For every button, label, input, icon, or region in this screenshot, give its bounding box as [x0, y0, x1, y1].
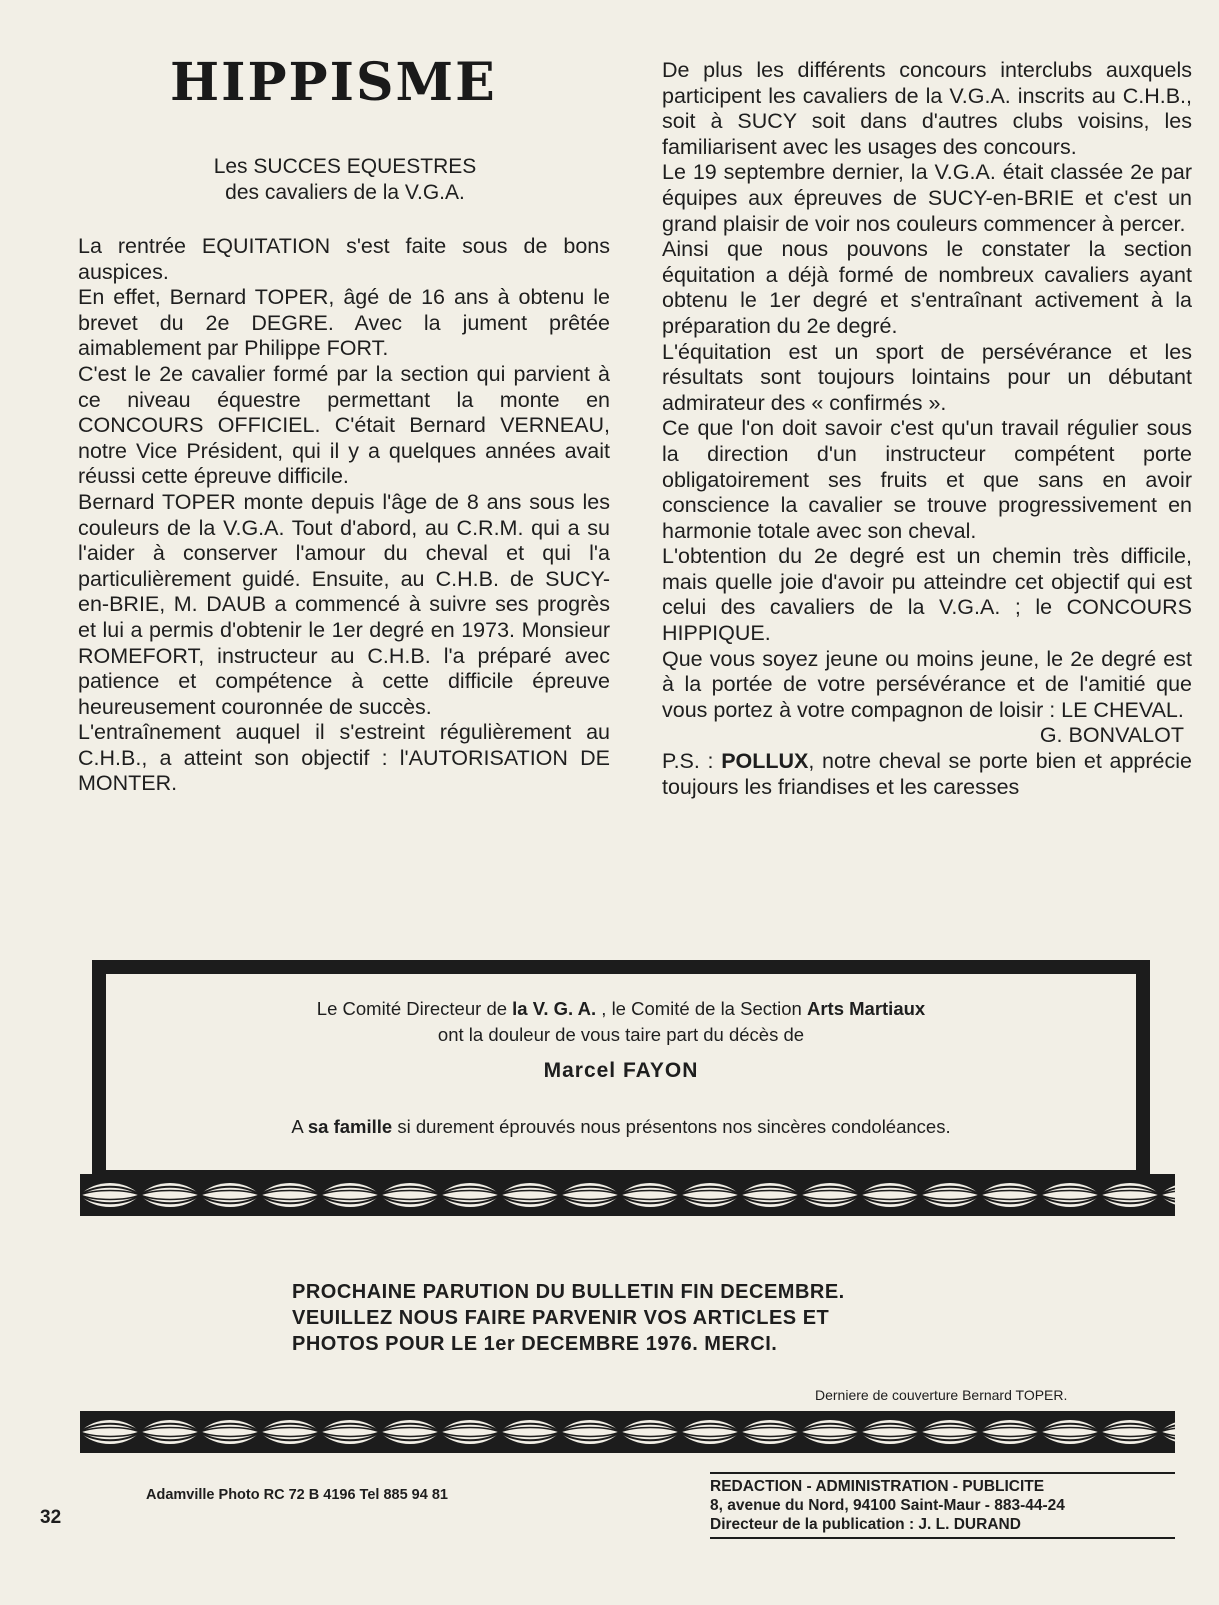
author-signature: G. BONVALOT	[1039, 723, 1184, 748]
paragraph: L'obtention du 2e degré est un chemin très difficile, mais quelle joie d'avoir pu atteindre cet objectif qui est celui des cavaliers de la V.G.A. ; le CONCOURS HIPPIQUE.	[662, 544, 1192, 646]
editorial-director: Directeur de la publication : J. L. DURAND	[710, 1516, 1021, 1533]
obituary-notice	[92, 960, 1150, 1184]
paragraph: Ce que l'on doit savoir c'est qu'un travail régulier sous la direction d'un instructeur compétent porte obligatoirement ses fruits et que sans en avoir conscience la cavalier se trouve progressivement en harmonie totale avec son cheval.	[662, 416, 1192, 543]
paragraph: De plus les différents concours interclubs auxquels participent les cavaliers de la V.G.A. inscrits au C.H.B., soit à SUCY soit dans d'autres clubs voisins, les familiarisent avec les usages des concours.	[662, 58, 1192, 159]
announcement-line: VEUILLEZ NOUS FAIRE PARVENIR VOS ARTICLES ET	[292, 1307, 830, 1329]
notice-org-name: la V. G. A.	[512, 998, 597, 1019]
decorative-band-bottom	[80, 1411, 1175, 1453]
editorial-address: 8, avenue du Nord, 94100 Saint-Maur - 883-44-24	[710, 1497, 1065, 1514]
announcement-line: PROCHAINE PARUTION DU BULLETIN FIN DECEMBRE.	[292, 1281, 845, 1303]
page-title: HIPPISME	[170, 52, 497, 113]
postscript-horse-name: POLLUX	[721, 749, 809, 774]
paragraph: Ainsi que nous pouvons le constater la section équitation a déjà formé de nombreux cavaliers ayant obtenu le 1er degré et s'entraînant activement à la préparation du 2e degré.	[662, 237, 1192, 338]
notice-text: Le Comité Directeur de	[316, 998, 513, 1019]
postscript-text: , notre cheval se porte bien et apprécie toujours les friandises et les caresses	[662, 749, 1192, 799]
printer-credit: Adamville Photo RC 72 B 4196 Tel 885 94 81	[146, 1487, 448, 1503]
page-number: 32	[40, 1507, 62, 1528]
paragraph: L'équitation est un sport de persévérance et les résultats sont toujours lointains pour un débutant admirateur des « confirmés ».	[662, 339, 1192, 415]
cover-credit: Derniere de couverture Bernard TOPER.	[815, 1387, 1068, 1403]
notice-family: sa famille	[307, 1116, 393, 1137]
notice-text: A	[291, 1116, 308, 1137]
notice-text: , le Comité de la Section	[596, 998, 807, 1019]
decorative-band-top	[80, 1174, 1175, 1216]
postscript	[662, 749, 1192, 800]
subtitle-line-2: des cavaliers de la V.G.A.	[225, 181, 465, 204]
paragraph: Le 19 septembre dernier, la V.G.A. était classée 2e par équipes aux épreuves de SUCY-en-BRIE et c'est un grand plaisir de voir nos couleurs commencer à percer.	[662, 160, 1192, 236]
subtitle-line-1: Les SUCCES EQUESTRES	[213, 155, 477, 178]
notice-line-3	[106, 1116, 1136, 1138]
editorial-line-1: REDACTION - ADMINISTRATION - PUBLICITE	[710, 1478, 1045, 1495]
paragraph: En effet, Bernard TOPER, âgé de 16 ans à obtenu le brevet du 2e DEGRE. Avec la jument prêtée aimablement par Philippe FORT.	[78, 285, 610, 361]
announcement-line: PHOTOS POUR LE 1er DECEMBRE 1976. MERCI.	[292, 1333, 778, 1355]
paragraph: L'entraînement auquel il s'estreint régulièrement au C.H.B., a atteint son objectif : l'AUTORISATION DE MONTER.	[78, 720, 610, 796]
postscript-prefix: P.S. :	[662, 749, 722, 774]
article-left-column	[78, 234, 610, 797]
paragraph: C'est le 2e cavalier formé par la section qui parvient à ce niveau équestre permettant la monte en CONCOURS OFFICIEL. C'était Bernard VERNEAU, notre Vice Président, qui il y a quelques années avait réussi cette épreuve difficile.	[78, 361, 610, 489]
paragraph: Bernard TOPER monte depuis l'âge de 8 ans sous les couleurs de la V.G.A. Tout d'abord, au C.R.M. qui a su l'aider à conserver l'amour du cheval et qui l'a particulièrement guidé. Ensuite, au C.H.B. de SUCY-en-BRIE, M. DAUB a commencé à suivre ses progrès et lui a permis d'obtenir le 1er degré en 1973. Monsieur ROMEFORT, instructeur au C.H.B. l'a préparé avec patience et compétence à cette difficile épreuve heureusement couronnée de succès.	[78, 489, 610, 719]
editorial-info	[710, 1472, 1175, 1539]
notice-text: si durement éprouvés nous présentons nos sincères condoléances.	[392, 1116, 951, 1137]
paragraph: La rentrée EQUITATION s'est faite sous de bons auspices.	[78, 234, 610, 284]
notice-deceased-name: Marcel FAYON	[543, 1059, 699, 1082]
paragraph: Que vous soyez jeune ou moins jeune, le 2e degré est à la portée de votre persévérance et de l'amitié que vous portez à votre compagnon de loisir : LE CHEVAL.	[662, 646, 1192, 722]
article-right-column	[662, 58, 1192, 800]
next-issue-announcement	[292, 1279, 992, 1357]
notice-line-1	[106, 998, 1136, 1020]
notice-section-name: Arts Martiaux	[806, 998, 926, 1019]
article-subtitle	[150, 154, 540, 206]
notice-line-2: ont la douleur de vous taire part du décès de	[437, 1024, 805, 1045]
